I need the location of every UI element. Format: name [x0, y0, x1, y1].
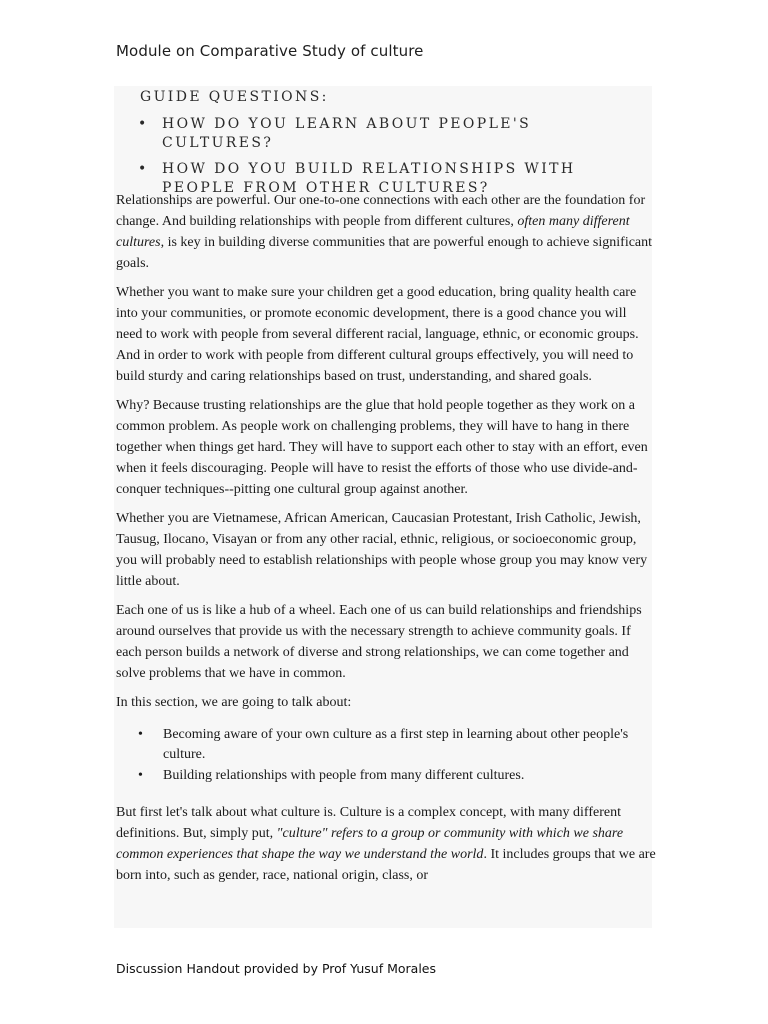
text-run: Relationships are powerful. Our one-to-one connections with each other are the foundation for change. And building relationships with people from different cultures,: [116, 193, 646, 229]
guide-question: • HOW DO YOU LEARN ABOUT PEOPLE'S CULTURES?: [138, 115, 648, 153]
guide-heading: GUIDE QUESTIONS:: [140, 89, 329, 105]
text-run: But first let's talk about what culture is. Culture is a complex concept, with many different definitions. But, simply put,: [116, 805, 621, 841]
paragraph: Each one of us is like a hub of a wheel. Each one of us can build relationships and friendships around ourselves that provide us with the necessary strength to achieve community goals. If each person builds a network of diverse and strong relationships, we can come together and solve problems that we have in common.: [116, 603, 642, 681]
paragraph: [116, 802, 656, 886]
paragraph: In this section, we are going to talk about:: [116, 695, 352, 710]
emphasis-text: often many different cultures: [116, 214, 630, 250]
paragraph: [116, 190, 656, 274]
article-body: [116, 190, 656, 894]
guide-question: • HOW DO YOU BUILD RELATIONSHIPS WITH PEOPLE FROM OTHER CULTURES?: [138, 160, 648, 198]
text-run: , is key in building diverse communities that are powerful enough to achieve significant goals.: [116, 235, 653, 271]
text-run: . It includes groups that we are born into, such as gender, race, national origin, class, or: [116, 847, 656, 883]
document-title: Module on Comparative Study of culture: [116, 42, 424, 60]
footer-credit: Discussion Handout provided by Prof Yusuf Morales: [116, 961, 437, 976]
paragraph: Whether you want to make sure your children get a good education, bring quality health care into your communities, or promote economic development, there is a good chance you will need to work with people from several different racial, language, ethnic, or economic groups. And in order to work with people from different cultural groups effectively, you will need to build sturdy and caring relationships based on trust, understanding, and shared goals.: [116, 285, 639, 384]
paragraph: Why? Because trusting relationships are the glue that hold people together as they work on a common problem. As people work on challenging problems, they will have to hang in there together when things get hard. They will have to support each other to stay with an effort, even when it feels discouraging. People will have to resist the efforts of those who use divide-and-conquer techniques--pitting one cultural group against another.: [116, 398, 648, 497]
topic-list: [116, 725, 656, 786]
emphasis-text: "culture" refers to a group or community with which we share common experiences that shape the way we understand the world: [116, 826, 624, 862]
guide-question-list: [138, 115, 648, 198]
paragraph: Whether you are Vietnamese, African American, Caucasian Protestant, Irish Catholic, Jewish, Tausug, Ilocano, Visayan or from any other racial, ethnic, religious, or socioeconomic group, you will probably need to establish relationships with people whose group you may know very little about.: [116, 511, 648, 589]
list-item: • Building relationships with people from many different cultures.: [116, 766, 656, 786]
guide-questions-box: [138, 88, 648, 205]
list-item: • Becoming aware of your own culture as a first step in learning about other people's culture.: [116, 725, 656, 765]
